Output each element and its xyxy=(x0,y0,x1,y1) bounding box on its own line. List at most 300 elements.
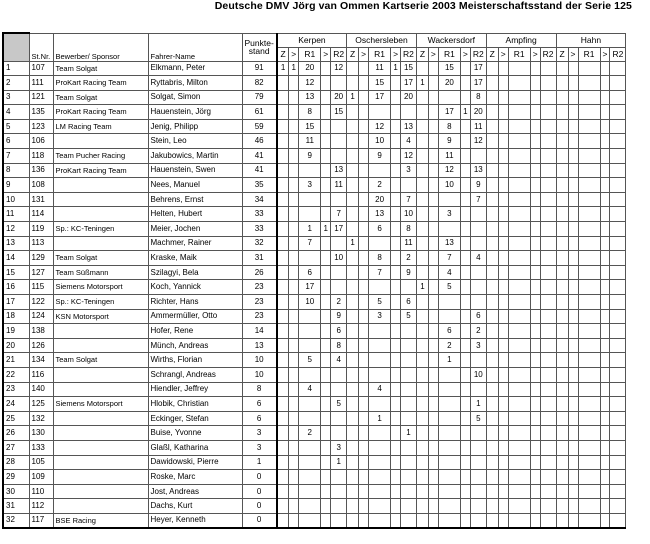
result-oschersleben-3 xyxy=(391,236,401,251)
table-row xyxy=(3,309,626,324)
result-hahn-4 xyxy=(610,192,626,207)
result-kerpen-2: 17 xyxy=(299,280,321,295)
result-hahn-2 xyxy=(578,149,600,164)
driver-name-cell: Heyer, Kenneth xyxy=(148,513,242,528)
result-oschersleben-0 xyxy=(347,207,359,222)
result-wackersdorf-1 xyxy=(428,411,438,426)
result-oschersleben-1 xyxy=(359,455,369,470)
result-wackersdorf-4: 13 xyxy=(470,163,486,178)
result-ampfing-1 xyxy=(498,265,508,280)
result-oschersleben-3 xyxy=(391,426,401,441)
result-oschersleben-0 xyxy=(347,295,359,310)
result-ampfing-1 xyxy=(498,440,508,455)
result-wackersdorf-0: 1 xyxy=(416,76,428,91)
result-ampfing-2 xyxy=(508,382,530,397)
result-ampfing-0 xyxy=(486,178,498,193)
result-ampfing-0 xyxy=(486,61,498,76)
position-cell: 24 xyxy=(3,397,29,412)
result-ampfing-3 xyxy=(530,353,540,368)
table-row xyxy=(3,163,626,178)
result-hahn-4 xyxy=(610,222,626,237)
start-number-cell: 107 xyxy=(29,61,53,76)
result-oschersleben-0 xyxy=(347,149,359,164)
result-wackersdorf-2: 6 xyxy=(438,324,460,339)
result-wackersdorf-0 xyxy=(416,119,428,134)
result-hahn-0 xyxy=(556,207,568,222)
result-hahn-0 xyxy=(556,134,568,149)
result-hahn-4 xyxy=(610,470,626,485)
start-number-cell: 116 xyxy=(29,367,53,382)
result-oschersleben-4: 17 xyxy=(401,76,417,91)
points-cell: 41 xyxy=(242,149,277,164)
result-oschersleben-0 xyxy=(347,61,359,76)
result-ampfing-0 xyxy=(486,324,498,339)
result-hahn-0 xyxy=(556,295,568,310)
result-oschersleben-0 xyxy=(347,222,359,237)
result-hahn-3 xyxy=(600,426,610,441)
result-oschersleben-4 xyxy=(401,324,417,339)
points-cell: 26 xyxy=(242,265,277,280)
result-hahn-2 xyxy=(578,324,600,339)
result-wackersdorf-0: 1 xyxy=(416,280,428,295)
result-oschersleben-1 xyxy=(359,397,369,412)
standings-table xyxy=(2,32,626,529)
result-kerpen-3 xyxy=(321,134,331,149)
result-hahn-2 xyxy=(578,295,600,310)
result-wackersdorf-0 xyxy=(416,236,428,251)
driver-name-cell: Glaßl, Katharina xyxy=(148,440,242,455)
position-cell: 12 xyxy=(3,222,29,237)
result-wackersdorf-3 xyxy=(460,149,470,164)
result-ampfing-0 xyxy=(486,105,498,120)
result-oschersleben-4 xyxy=(401,411,417,426)
sponsor-cell: Team Solgat xyxy=(53,251,148,266)
result-kerpen-3 xyxy=(321,280,331,295)
result-hahn-3 xyxy=(600,455,610,470)
position-cell: 30 xyxy=(3,484,29,499)
result-oschersleben-1 xyxy=(359,61,369,76)
result-wackersdorf-0 xyxy=(416,353,428,368)
result-oschersleben-2: 6 xyxy=(369,222,391,237)
result-wackersdorf-4: 5 xyxy=(470,411,486,426)
result-ampfing-0 xyxy=(486,338,498,353)
result-wackersdorf-3 xyxy=(460,207,470,222)
result-oschersleben-0 xyxy=(347,426,359,441)
result-wackersdorf-1 xyxy=(428,61,438,76)
result-kerpen-0 xyxy=(277,309,289,324)
result-kerpen-1: 1 xyxy=(289,61,299,76)
table-row xyxy=(3,440,626,455)
result-hahn-4 xyxy=(610,426,626,441)
result-ampfing-4 xyxy=(540,251,556,266)
result-hahn-2 xyxy=(578,207,600,222)
venue-oschersleben: Oschersleben xyxy=(347,33,417,47)
result-kerpen-1 xyxy=(289,440,299,455)
result-oschersleben-1 xyxy=(359,265,369,280)
result-oschersleben-1 xyxy=(359,338,369,353)
result-wackersdorf-3 xyxy=(460,236,470,251)
result-hahn-1 xyxy=(568,309,578,324)
points-cell: 41 xyxy=(242,163,277,178)
result-kerpen-3 xyxy=(321,499,331,514)
result-hahn-0 xyxy=(556,513,568,528)
result-hahn-3 xyxy=(600,397,610,412)
result-hahn-4 xyxy=(610,367,626,382)
result-hahn-4 xyxy=(610,338,626,353)
result-oschersleben-1 xyxy=(359,178,369,193)
result-wackersdorf-3 xyxy=(460,426,470,441)
result-oschersleben-4: 15 xyxy=(401,61,417,76)
result-oschersleben-1 xyxy=(359,353,369,368)
result-oschersleben-3 xyxy=(391,382,401,397)
venue-header-row xyxy=(3,33,626,47)
result-ampfing-1 xyxy=(498,178,508,193)
result-kerpen-4 xyxy=(331,76,347,91)
result-oschersleben-4: 6 xyxy=(401,295,417,310)
result-hahn-4 xyxy=(610,134,626,149)
table-row xyxy=(3,411,626,426)
table-row xyxy=(3,90,626,105)
result-kerpen-2: 8 xyxy=(299,105,321,120)
subheader-oschersleben-2: R1 xyxy=(369,47,391,61)
result-wackersdorf-2 xyxy=(438,470,460,485)
points-cell: 1 xyxy=(242,455,277,470)
result-wackersdorf-2: 12 xyxy=(438,163,460,178)
result-wackersdorf-1 xyxy=(428,309,438,324)
result-wackersdorf-4 xyxy=(470,484,486,499)
result-wackersdorf-3 xyxy=(460,367,470,382)
position-cell: 32 xyxy=(3,513,29,528)
result-ampfing-2 xyxy=(508,309,530,324)
table-row xyxy=(3,265,626,280)
result-wackersdorf-1 xyxy=(428,163,438,178)
points-cell: 0 xyxy=(242,499,277,514)
driver-name-cell: Hauenstein, Jörg xyxy=(148,105,242,120)
result-kerpen-1 xyxy=(289,295,299,310)
result-wackersdorf-3 xyxy=(460,455,470,470)
position-cell: 28 xyxy=(3,455,29,470)
driver-name-cell: Eckinger, Stefan xyxy=(148,411,242,426)
points-cell: 31 xyxy=(242,251,277,266)
result-ampfing-4 xyxy=(540,367,556,382)
result-ampfing-2 xyxy=(508,499,530,514)
result-ampfing-1 xyxy=(498,513,508,528)
result-hahn-1 xyxy=(568,353,578,368)
result-wackersdorf-3 xyxy=(460,397,470,412)
result-ampfing-4 xyxy=(540,324,556,339)
table-row xyxy=(3,236,626,251)
result-oschersleben-3 xyxy=(391,134,401,149)
result-hahn-2 xyxy=(578,134,600,149)
driver-name-cell: Hofer, Rene xyxy=(148,324,242,339)
result-oschersleben-0 xyxy=(347,76,359,91)
result-oschersleben-2: 7 xyxy=(369,265,391,280)
result-oschersleben-2 xyxy=(369,367,391,382)
result-kerpen-4 xyxy=(331,280,347,295)
result-ampfing-2 xyxy=(508,295,530,310)
result-kerpen-1 xyxy=(289,382,299,397)
result-ampfing-4 xyxy=(540,455,556,470)
result-kerpen-3 xyxy=(321,265,331,280)
result-wackersdorf-3 xyxy=(460,382,470,397)
result-kerpen-0 xyxy=(277,382,289,397)
result-ampfing-3 xyxy=(530,484,540,499)
result-hahn-4 xyxy=(610,309,626,324)
result-hahn-3 xyxy=(600,119,610,134)
result-ampfing-2 xyxy=(508,134,530,149)
result-wackersdorf-4 xyxy=(470,236,486,251)
result-kerpen-0 xyxy=(277,397,289,412)
result-kerpen-1 xyxy=(289,411,299,426)
result-wackersdorf-1 xyxy=(428,134,438,149)
points-cell: 61 xyxy=(242,105,277,120)
result-oschersleben-4: 20 xyxy=(401,90,417,105)
result-hahn-4 xyxy=(610,353,626,368)
result-kerpen-0 xyxy=(277,455,289,470)
result-wackersdorf-4: 10 xyxy=(470,367,486,382)
result-ampfing-1 xyxy=(498,499,508,514)
result-ampfing-0 xyxy=(486,134,498,149)
result-hahn-0 xyxy=(556,236,568,251)
result-oschersleben-4: 7 xyxy=(401,192,417,207)
result-ampfing-0 xyxy=(486,397,498,412)
result-oschersleben-1 xyxy=(359,426,369,441)
result-oschersleben-3 xyxy=(391,222,401,237)
result-oschersleben-0 xyxy=(347,367,359,382)
result-kerpen-3 xyxy=(321,484,331,499)
result-ampfing-3 xyxy=(530,251,540,266)
result-oschersleben-1 xyxy=(359,411,369,426)
result-wackersdorf-1 xyxy=(428,455,438,470)
result-oschersleben-2: 11 xyxy=(369,61,391,76)
position-cell: 25 xyxy=(3,411,29,426)
result-oschersleben-0 xyxy=(347,499,359,514)
sponsor-cell: LM Racing Team xyxy=(53,119,148,134)
result-oschersleben-2 xyxy=(369,455,391,470)
result-kerpen-2: 10 xyxy=(299,295,321,310)
result-wackersdorf-0 xyxy=(416,397,428,412)
result-kerpen-4 xyxy=(331,367,347,382)
start-number-cell: 119 xyxy=(29,222,53,237)
result-kerpen-2: 20 xyxy=(299,61,321,76)
result-wackersdorf-4: 17 xyxy=(470,76,486,91)
position-cell: 23 xyxy=(3,382,29,397)
result-kerpen-2: 4 xyxy=(299,382,321,397)
result-kerpen-3 xyxy=(321,163,331,178)
sponsor-cell xyxy=(53,367,148,382)
result-hahn-3 xyxy=(600,76,610,91)
subheader-hahn-3: > xyxy=(600,47,610,61)
result-wackersdorf-1 xyxy=(428,251,438,266)
result-oschersleben-2 xyxy=(369,353,391,368)
result-hahn-1 xyxy=(568,295,578,310)
result-kerpen-4: 11 xyxy=(331,178,347,193)
result-ampfing-0 xyxy=(486,149,498,164)
result-ampfing-4 xyxy=(540,426,556,441)
result-hahn-4 xyxy=(610,90,626,105)
driver-name-cell: Kraske, Maik xyxy=(148,251,242,266)
result-wackersdorf-0 xyxy=(416,105,428,120)
result-wackersdorf-0 xyxy=(416,455,428,470)
result-kerpen-0 xyxy=(277,295,289,310)
driver-name-cell: Elkmann, Peter xyxy=(148,61,242,76)
result-hahn-2 xyxy=(578,367,600,382)
result-wackersdorf-0 xyxy=(416,265,428,280)
result-hahn-0 xyxy=(556,105,568,120)
result-hahn-3 xyxy=(600,484,610,499)
result-ampfing-3 xyxy=(530,149,540,164)
points-cell: 8 xyxy=(242,382,277,397)
result-oschersleben-1 xyxy=(359,513,369,528)
result-wackersdorf-3 xyxy=(460,61,470,76)
result-wackersdorf-4 xyxy=(470,426,486,441)
result-oschersleben-2 xyxy=(369,105,391,120)
result-wackersdorf-0 xyxy=(416,470,428,485)
result-ampfing-4 xyxy=(540,236,556,251)
result-kerpen-3 xyxy=(321,251,331,266)
subheader-kerpen-1: > xyxy=(289,47,299,61)
table-row xyxy=(3,324,626,339)
table-row xyxy=(3,192,626,207)
result-ampfing-1 xyxy=(498,324,508,339)
sponsor-cell xyxy=(53,324,148,339)
result-kerpen-3 xyxy=(321,513,331,528)
result-oschersleben-0 xyxy=(347,440,359,455)
result-hahn-4 xyxy=(610,484,626,499)
result-ampfing-0 xyxy=(486,309,498,324)
result-kerpen-1 xyxy=(289,149,299,164)
result-kerpen-4 xyxy=(331,484,347,499)
points-cell: 82 xyxy=(242,76,277,91)
result-oschersleben-0 xyxy=(347,134,359,149)
result-kerpen-0 xyxy=(277,149,289,164)
result-kerpen-2 xyxy=(299,513,321,528)
result-oschersleben-1 xyxy=(359,207,369,222)
table-row xyxy=(3,178,626,193)
result-oschersleben-1 xyxy=(359,309,369,324)
result-wackersdorf-2 xyxy=(438,411,460,426)
result-wackersdorf-0 xyxy=(416,426,428,441)
result-wackersdorf-3 xyxy=(460,280,470,295)
result-hahn-1 xyxy=(568,280,578,295)
result-ampfing-1 xyxy=(498,353,508,368)
driver-name-cell: Hiendler, Jeffrey xyxy=(148,382,242,397)
table-row xyxy=(3,353,626,368)
result-kerpen-1 xyxy=(289,192,299,207)
start-number-cell: 131 xyxy=(29,192,53,207)
result-oschersleben-3 xyxy=(391,513,401,528)
result-ampfing-3 xyxy=(530,76,540,91)
start-number-cell: 124 xyxy=(29,309,53,324)
result-ampfing-1 xyxy=(498,149,508,164)
result-ampfing-2 xyxy=(508,353,530,368)
table-row xyxy=(3,499,626,514)
result-hahn-1 xyxy=(568,192,578,207)
result-oschersleben-3 xyxy=(391,265,401,280)
result-hahn-4 xyxy=(610,411,626,426)
result-oschersleben-1 xyxy=(359,119,369,134)
result-ampfing-0 xyxy=(486,119,498,134)
result-ampfing-3 xyxy=(530,280,540,295)
result-kerpen-0 xyxy=(277,251,289,266)
result-kerpen-4: 13 xyxy=(331,163,347,178)
result-wackersdorf-1 xyxy=(428,353,438,368)
result-oschersleben-1 xyxy=(359,440,369,455)
result-ampfing-4 xyxy=(540,484,556,499)
result-hahn-2 xyxy=(578,353,600,368)
result-wackersdorf-1 xyxy=(428,295,438,310)
result-wackersdorf-2: 7 xyxy=(438,251,460,266)
result-hahn-4 xyxy=(610,513,626,528)
driver-name-cell: Meier, Jochen xyxy=(148,222,242,237)
result-ampfing-3 xyxy=(530,513,540,528)
subheader-kerpen-4: R2 xyxy=(331,47,347,61)
result-wackersdorf-3 xyxy=(460,192,470,207)
result-kerpen-1 xyxy=(289,309,299,324)
result-ampfing-4 xyxy=(540,470,556,485)
result-ampfing-2 xyxy=(508,265,530,280)
result-kerpen-0 xyxy=(277,265,289,280)
result-oschersleben-4 xyxy=(401,397,417,412)
result-hahn-4 xyxy=(610,499,626,514)
result-hahn-3 xyxy=(600,338,610,353)
result-hahn-4 xyxy=(610,207,626,222)
header-stnr: St.Nr. xyxy=(29,33,53,61)
result-ampfing-4 xyxy=(540,178,556,193)
result-wackersdorf-4 xyxy=(470,499,486,514)
start-number-cell: 129 xyxy=(29,251,53,266)
driver-name-cell: Nees, Manuel xyxy=(148,178,242,193)
sponsor-cell xyxy=(53,382,148,397)
result-oschersleben-2: 4 xyxy=(369,382,391,397)
result-hahn-4 xyxy=(610,105,626,120)
driver-name-cell: Hlobik, Christian xyxy=(148,397,242,412)
sponsor-cell xyxy=(53,484,148,499)
result-wackersdorf-2 xyxy=(438,382,460,397)
result-wackersdorf-4 xyxy=(470,455,486,470)
result-kerpen-1 xyxy=(289,513,299,528)
result-oschersleben-4 xyxy=(401,499,417,514)
result-kerpen-0 xyxy=(277,236,289,251)
result-hahn-3 xyxy=(600,222,610,237)
result-wackersdorf-1 xyxy=(428,76,438,91)
result-ampfing-0 xyxy=(486,280,498,295)
result-hahn-4 xyxy=(610,324,626,339)
position-cell: 15 xyxy=(3,265,29,280)
result-oschersleben-3 xyxy=(391,251,401,266)
result-kerpen-2: 3 xyxy=(299,178,321,193)
subheader-ampfing-2: R1 xyxy=(508,47,530,61)
result-wackersdorf-0 xyxy=(416,149,428,164)
result-hahn-4 xyxy=(610,149,626,164)
start-number-cell: 109 xyxy=(29,470,53,485)
result-hahn-3 xyxy=(600,178,610,193)
sponsor-cell: Team Süßmann xyxy=(53,265,148,280)
start-number-cell: 132 xyxy=(29,411,53,426)
sponsor-cell xyxy=(53,236,148,251)
result-oschersleben-0 xyxy=(347,251,359,266)
result-oschersleben-0 xyxy=(347,280,359,295)
result-wackersdorf-4 xyxy=(470,382,486,397)
result-kerpen-2 xyxy=(299,163,321,178)
result-ampfing-2 xyxy=(508,513,530,528)
position-cell: 7 xyxy=(3,149,29,164)
result-oschersleben-4 xyxy=(401,513,417,528)
result-ampfing-4 xyxy=(540,295,556,310)
result-kerpen-2: 13 xyxy=(299,90,321,105)
position-cell: 14 xyxy=(3,251,29,266)
result-wackersdorf-2: 20 xyxy=(438,76,460,91)
